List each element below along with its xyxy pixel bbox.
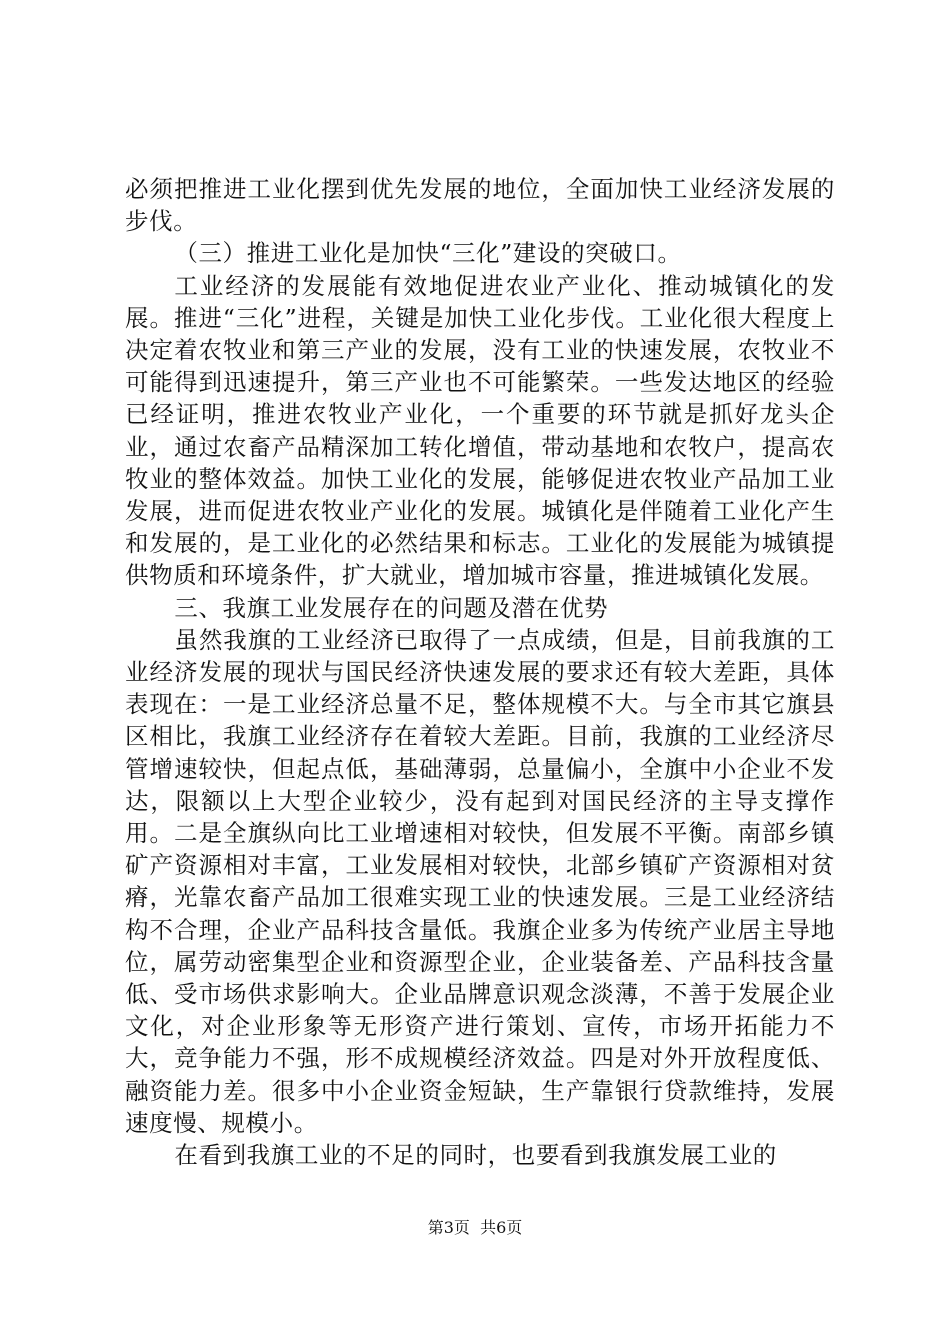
page-number-label: 第3页 共6页 <box>427 1218 523 1237</box>
page-footer <box>0 1218 950 1238</box>
paragraph-1: 必须把推进工业化摆到优先发展的地位，全面加快工业经济发展的步伐。 <box>125 175 835 236</box>
paragraph-4: 在看到我旗工业的不足的同时，也要看到我旗发展工业的 <box>174 1141 777 1170</box>
paragraph-2: 工业经济的发展能有效地促进农业产业化、推动城镇化的发展。推进“三化”进程，关键是加快工业化步伐。工业化很大程度上决定着农牧业和第三产业的发展，没有工业的快速发展，农牧业不可能得到迅速提升，第三产业也不可能繁荣。一些发达地区的经验已经证明，推进农牧业产业化，一个重要的环节就是抓好龙头企业，通过农畜产品精深加工转化增值，带动基地和农牧户，提高农牧业的整体效益。加快工业化的发展，能够促进农牧业产品加工业发展，进而促进农牧业产业化的发展。城镇化是伴随着工业化产生和发展的，是工业化的必然结果和标志。工业化的发展能为城镇提供物质和环境条件，扩大就业，增加城市容量，推进城镇化发展。 <box>125 271 835 590</box>
paragraph-3: 虽然我旗的工业经济已取得了一点成绩，但是，目前我旗的工业经济发展的现状与国民经济快速发展的要求还有较大差距，具体表现在：一是工业经济总量不足，整体规模不大。与全市其它旗县区相比，我旗工业经济存在着较大差距。目前，我旗的工业经济尽管增速较快，但起点低，基础薄弱，总量偏小，全旗中小企业不发达，限额以上大型企业较少，没有起到对国民经济的主导支撑作用。二是全旗纵向比工业增速相对较快，但发展不平衡。南部乡镇矿产资源相对丰富，工业发展相对较快，北部乡镇矿产资源相对贫瘠，光靠农畜产品加工很难实现工业的快速发展。三是工业经济结构不合理，企业产品科技含量低。我旗企业多为传统产业居主导地位，属劳动密集型企业和资源型企业，企业装备差、产品科技含量低、受市场供求影响大。企业品牌意识观念淡薄，不善于发展企业文化，对企业形象等无形资产进行策划、宣传，市场开拓能力不大，竞争能力不强，形不成规模经济效益。四是对外开放程度低、融资能力差。很多中小企业资金短缺，生产靠银行贷款维持，发展速度慢、规模小。 <box>125 625 835 1137</box>
section-heading-iii: 三、我旗工业发展存在的问题及潜在优势 <box>174 593 609 622</box>
section-heading-3: （三）推进工业化是加快“三化”建设的突破口。 <box>174 239 682 268</box>
document-body <box>125 173 835 1171</box>
